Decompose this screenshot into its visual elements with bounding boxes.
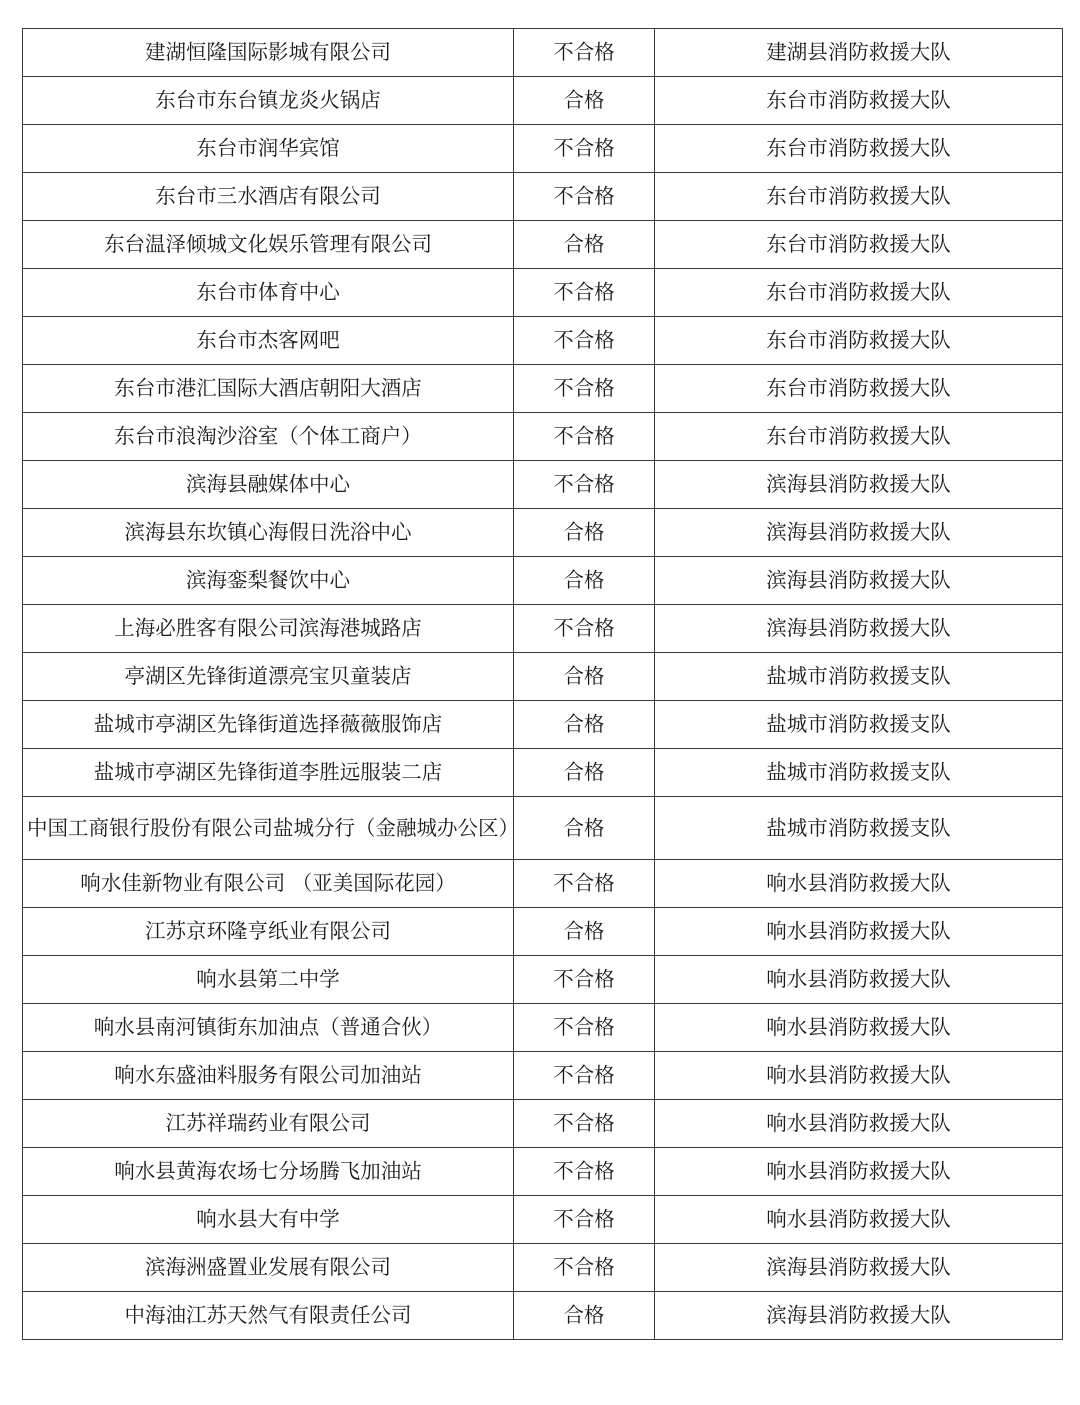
inspection-result-cell: 不合格 <box>514 269 655 317</box>
company-name-cell: 东台市浪淘沙浴室（个体工商户） <box>23 413 514 461</box>
table-row <box>23 1196 1063 1244</box>
table-row <box>23 269 1063 317</box>
table-row <box>23 1100 1063 1148</box>
company-name-cell: 响水东盛油料服务有限公司加油站 <box>23 1052 514 1100</box>
fire-brigade-cell: 盐城市消防救援支队 <box>655 749 1063 797</box>
company-name-cell: 上海必胜客有限公司滨海港城路店 <box>23 605 514 653</box>
fire-brigade-cell: 东台市消防救援大队 <box>655 269 1063 317</box>
company-name-cell: 建湖恒隆国际影城有限公司 <box>23 29 514 77</box>
company-name-cell: 盐城市亭湖区先锋街道选择薇薇服饰店 <box>23 701 514 749</box>
fire-brigade-cell: 东台市消防救援大队 <box>655 365 1063 413</box>
company-name-cell: 滨海洲盛置业发展有限公司 <box>23 1244 514 1292</box>
table-row <box>23 173 1063 221</box>
table-row <box>23 221 1063 269</box>
inspection-result-cell: 不合格 <box>514 1052 655 1100</box>
inspection-result-cell: 合格 <box>514 557 655 605</box>
company-name-cell: 响水佳新物业有限公司 （亚美国际花园） <box>23 860 514 908</box>
table-row <box>23 860 1063 908</box>
fire-brigade-cell: 盐城市消防救援支队 <box>655 797 1063 860</box>
inspection-result-cell: 不合格 <box>514 413 655 461</box>
fire-brigade-cell: 盐城市消防救援支队 <box>655 701 1063 749</box>
table-row <box>23 29 1063 77</box>
table-body <box>23 29 1063 1340</box>
inspection-result-cell: 合格 <box>514 77 655 125</box>
fire-brigade-cell: 滨海县消防救援大队 <box>655 461 1063 509</box>
fire-brigade-cell: 响水县消防救援大队 <box>655 1196 1063 1244</box>
table-row <box>23 908 1063 956</box>
inspection-result-cell: 不合格 <box>514 461 655 509</box>
inspection-result-cell: 不合格 <box>514 29 655 77</box>
inspection-result-cell: 不合格 <box>514 1244 655 1292</box>
company-name-cell: 亭湖区先锋街道漂亮宝贝童装店 <box>23 653 514 701</box>
company-name-cell: 滨海县东坎镇心海假日洗浴中心 <box>23 509 514 557</box>
fire-brigade-cell: 建湖县消防救援大队 <box>655 29 1063 77</box>
fire-brigade-cell: 响水县消防救援大队 <box>655 1052 1063 1100</box>
inspection-result-cell: 合格 <box>514 653 655 701</box>
company-name-cell: 响水县黄海农场七分场腾飞加油站 <box>23 1148 514 1196</box>
table-row <box>23 365 1063 413</box>
table-row <box>23 317 1063 365</box>
table-row <box>23 509 1063 557</box>
company-name-cell: 响水县大有中学 <box>23 1196 514 1244</box>
company-name-cell: 东台市三水酒店有限公司 <box>23 173 514 221</box>
table-row <box>23 1004 1063 1052</box>
fire-brigade-cell: 东台市消防救援大队 <box>655 125 1063 173</box>
inspection-result-cell: 不合格 <box>514 605 655 653</box>
inspection-result-cell: 不合格 <box>514 1004 655 1052</box>
table-row <box>23 413 1063 461</box>
company-name-cell: 东台市体育中心 <box>23 269 514 317</box>
company-name-cell: 盐城市亭湖区先锋街道李胜远服装二店 <box>23 749 514 797</box>
table-row <box>23 956 1063 1004</box>
company-name-cell: 东台市港汇国际大酒店朝阳大酒店 <box>23 365 514 413</box>
fire-brigade-cell: 滨海县消防救援大队 <box>655 605 1063 653</box>
fire-brigade-cell: 东台市消防救援大队 <box>655 77 1063 125</box>
table-row <box>23 557 1063 605</box>
company-name-cell: 东台市润华宾馆 <box>23 125 514 173</box>
table-row <box>23 605 1063 653</box>
inspection-result-cell: 合格 <box>514 1292 655 1340</box>
inspection-result-cell: 不合格 <box>514 1100 655 1148</box>
fire-brigade-cell: 滨海县消防救援大队 <box>655 557 1063 605</box>
inspection-result-cell: 不合格 <box>514 173 655 221</box>
company-name-cell: 响水县南河镇街东加油点（普通合伙） <box>23 1004 514 1052</box>
inspection-result-cell: 合格 <box>514 701 655 749</box>
inspection-result-cell: 不合格 <box>514 1196 655 1244</box>
fire-brigade-cell: 东台市消防救援大队 <box>655 221 1063 269</box>
inspection-result-cell: 不合格 <box>514 956 655 1004</box>
table-row <box>23 461 1063 509</box>
table-row <box>23 1292 1063 1340</box>
table-row <box>23 797 1063 860</box>
fire-brigade-cell: 东台市消防救援大队 <box>655 173 1063 221</box>
table-row <box>23 653 1063 701</box>
fire-brigade-cell: 滨海县消防救援大队 <box>655 509 1063 557</box>
company-name-cell: 东台温泽倾城文化娱乐管理有限公司 <box>23 221 514 269</box>
inspection-result-cell: 不合格 <box>514 1148 655 1196</box>
inspection-result-cell: 合格 <box>514 908 655 956</box>
company-name-cell: 东台市杰客网吧 <box>23 317 514 365</box>
fire-brigade-cell: 响水县消防救援大队 <box>655 1148 1063 1196</box>
fire-brigade-cell: 东台市消防救援大队 <box>655 413 1063 461</box>
table-row <box>23 77 1063 125</box>
fire-brigade-cell: 滨海县消防救援大队 <box>655 1292 1063 1340</box>
table-row <box>23 125 1063 173</box>
inspection-result-cell: 不合格 <box>514 317 655 365</box>
inspection-result-cell: 合格 <box>514 221 655 269</box>
inspection-result-cell: 不合格 <box>514 365 655 413</box>
fire-brigade-cell: 盐城市消防救援支队 <box>655 653 1063 701</box>
company-name-cell: 江苏祥瑞药业有限公司 <box>23 1100 514 1148</box>
company-name-cell: 江苏京环隆亨纸业有限公司 <box>23 908 514 956</box>
company-name-cell: 东台市东台镇龙炎火锅店 <box>23 77 514 125</box>
table-row <box>23 1052 1063 1100</box>
fire-brigade-cell: 东台市消防救援大队 <box>655 317 1063 365</box>
fire-brigade-cell: 响水县消防救援大队 <box>655 908 1063 956</box>
inspection-result-cell: 不合格 <box>514 125 655 173</box>
company-name-cell: 中海油江苏天然气有限责任公司 <box>23 1292 514 1340</box>
inspection-result-cell: 合格 <box>514 749 655 797</box>
fire-brigade-cell: 响水县消防救援大队 <box>655 1100 1063 1148</box>
company-name-cell: 滨海县融媒体中心 <box>23 461 514 509</box>
fire-brigade-cell: 响水县消防救援大队 <box>655 1004 1063 1052</box>
table-row <box>23 1148 1063 1196</box>
company-name-cell: 滨海銮梨餐饮中心 <box>23 557 514 605</box>
table-row <box>23 749 1063 797</box>
company-name-cell: 响水县第二中学 <box>23 956 514 1004</box>
table-row <box>23 1244 1063 1292</box>
fire-brigade-cell: 滨海县消防救援大队 <box>655 1244 1063 1292</box>
inspection-result-cell: 合格 <box>514 797 655 860</box>
inspection-results-table <box>22 28 1063 1340</box>
inspection-result-cell: 不合格 <box>514 860 655 908</box>
table-row <box>23 701 1063 749</box>
fire-brigade-cell: 响水县消防救援大队 <box>655 860 1063 908</box>
company-name-cell: 中国工商银行股份有限公司盐城分行（金融城办公区） <box>23 797 514 860</box>
fire-brigade-cell: 响水县消防救援大队 <box>655 956 1063 1004</box>
inspection-result-cell: 合格 <box>514 509 655 557</box>
